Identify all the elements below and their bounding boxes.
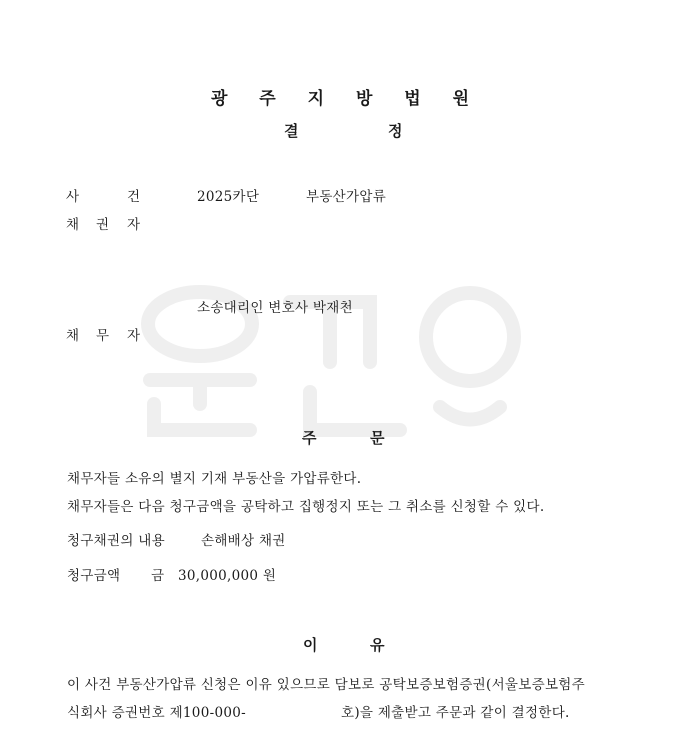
amount-label: 청구금액 [67, 568, 121, 584]
debtor-label-1: 채 [66, 328, 80, 344]
claim-value: 손해배상 채권 [201, 533, 286, 549]
reason-heading-left: 이 [303, 636, 318, 654]
doc-title-right: 정 [388, 122, 403, 140]
debtor-label-2: 무 [96, 328, 110, 344]
case-number: 2025카단 [197, 189, 260, 205]
reason-line-2b: 호)을 제출받고 주문과 같이 결정한다. [341, 705, 570, 721]
order-line-1: 채무자들 소유의 별지 기재 부동산을 가압류한다. [67, 471, 362, 487]
creditor-label-2: 권 [96, 217, 110, 233]
case-label-2: 건 [127, 189, 141, 205]
creditor-representative: 소송대리인 변호사 박재천 [197, 300, 353, 316]
claim-label: 청구채권의 내용 [67, 533, 165, 549]
amount-value: 30,000,000 원 [178, 568, 277, 584]
reason-line-1: 이 사건 부동산가압류 신청은 이유 있으므로 담보로 공탁보증보험증권(서울보증보험주 [67, 677, 585, 693]
court-name: 광 주 지 방 법 원 [210, 89, 483, 109]
creditor-label-3: 자 [127, 217, 141, 233]
doc-title-left: 결 [284, 122, 299, 140]
reason-line-2a: 식회사 증권번호 제100-000- [67, 705, 246, 721]
amount-prefix: 금 [151, 568, 165, 584]
case-label-1: 사 [66, 189, 80, 205]
order-heading-left: 주 [302, 429, 317, 447]
debtor-label-3: 자 [127, 328, 141, 344]
creditor-label-1: 채 [66, 217, 80, 233]
case-name: 부동산가압류 [306, 189, 387, 205]
reason-heading-right: 유 [370, 636, 385, 654]
order-line-2: 채무자들은 다음 청구금액을 공탁하고 집행정지 또는 그 취소를 신청할 수 있다. [67, 499, 545, 515]
order-heading-right: 문 [370, 429, 385, 447]
